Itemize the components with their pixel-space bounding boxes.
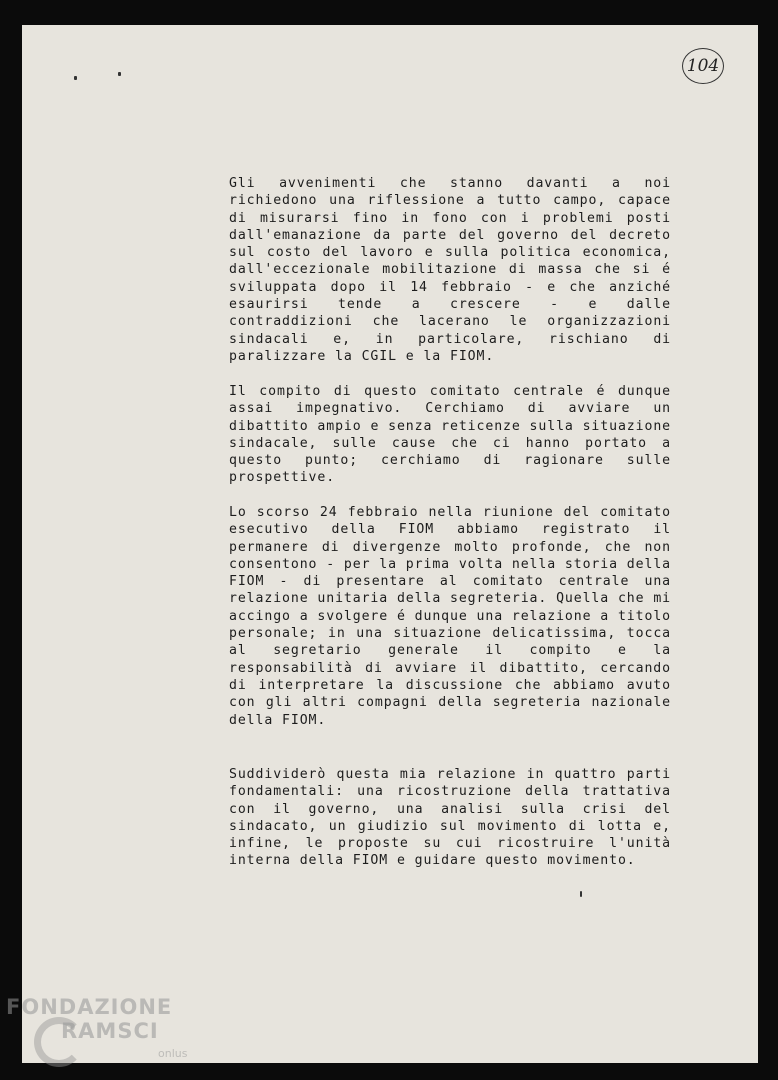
paragraph-outline: Suddividerò questa mia relazione in quattro parti fondamentali: una ricostruzione della trattativa con il governo, una analisi sulla crisi del sindacato, un giudizio sul movimento di lotta e, infine, le proposte su cui ricostruire l'unità interna della FIOM e guidare questo movimento. [229,767,671,869]
paper-speck [118,72,121,76]
paragraph-meeting: Lo scorso 24 febbraio nella riunione del comitato esecutivo della FIOM abbiamo registrato il permanere di divergenze molto profonde, che non consentono - per la prima volta nella storia della FIOM - di presentare al comitato centrale una relazione unitaria della segreteria. Quella che mi accingo a svolgere é dunque una relazione a titolo personale; in una situazione delicatissima, tocca al segretario generale il compito e la responsabilità di avviare il dibattito, cercando di interpretare la discussione che abbiamo avuto con gli altri compagni della segreteria nazionale della FIOM. [229,505,671,728]
watermark-line2: RAMSCI [61,1019,159,1043]
paper-speck [580,891,582,897]
watermark-line1: FONDAZIONE [6,995,173,1019]
paper-speck [74,76,77,80]
paragraph-task: Il compito di questo comitato centrale é dunque assai impegnativo. Cerchiamo di avviare un dibattito ampio e senza reticenze sulla situazione sindacale, sulle cause che ci hanno portato a questo punto; cerchiamo di ragionare sulle prospettive. [229,384,671,486]
watermark-suffix: onlus [158,1047,188,1060]
paragraph-intro: Gli avvenimenti che stanno davanti a noi richiedono una riflessione a tutto campo, capace di misurarsi fino in fono con i problemi posti dall'emanazione da parte del governo del decreto sul costo del lavoro e sulla politica economica, dall'eccezionale mobilitazione di massa che si é sviluppata dopo il 14 febbraio - e che anziché esaurirsi tende a crescere - e dalle contraddizioni che lacerano le organizzazioni sindacali e, in particolare, rischiano di paralizzare la CGIL e la FIOM. [229,176,671,364]
page-number-circled: 104 [682,48,724,84]
fondazione-gramsci-watermark [6,995,196,1075]
